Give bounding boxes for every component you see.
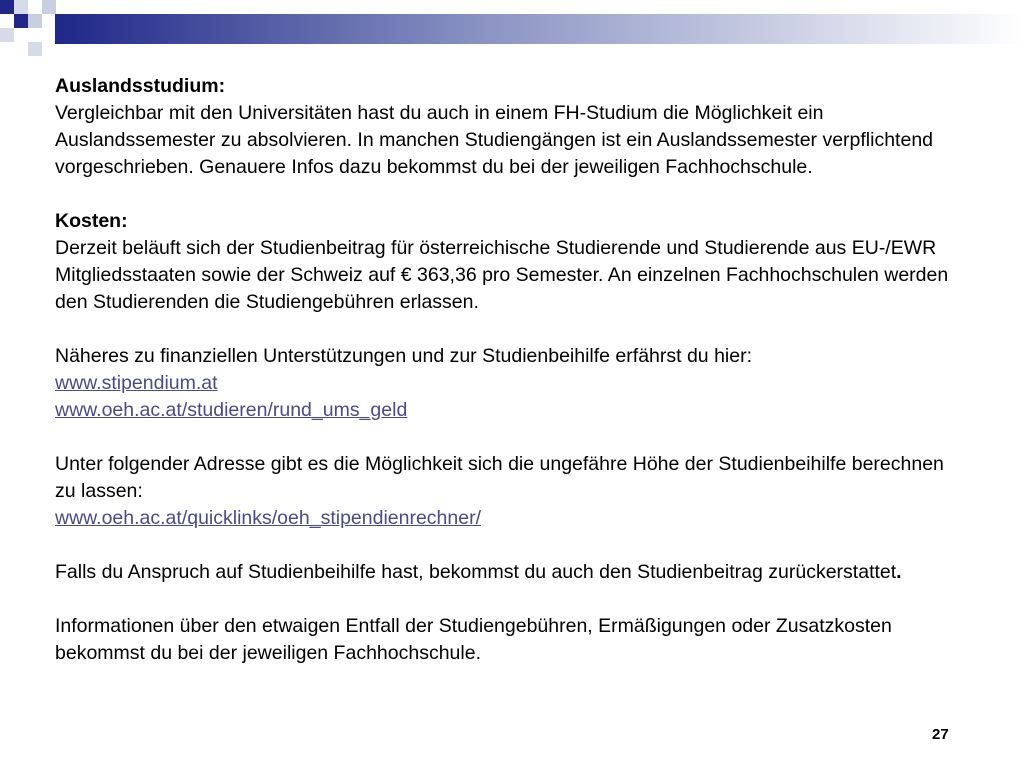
text-auslandsstudium: Vergleichbar mit den Universitäten hast du auch in einem FH-Studium die Möglichkeit ein Auslandssemester zu absolvieren. In manchen Studiengängen ist ein Auslandssemester verpflichtend vorgeschrieben. Genauere Infos dazu bekommst du bei der jeweiligen Fachhochschule.	[55, 102, 934, 178]
link-stipendium[interactable]: www.stipendium.at	[55, 372, 218, 394]
heading-auslandsstudium: Auslandsstudium:	[55, 75, 226, 97]
heading-kosten: Kosten:	[55, 210, 128, 232]
deco-square-light-2	[28, 14, 42, 28]
page-number: 27	[932, 726, 949, 743]
link-stipendienrechner[interactable]: www.oeh.ac.at/quicklinks/oeh_stipendienrechner/	[55, 507, 482, 529]
text-refund-period: .	[896, 561, 902, 583]
text-info: Informationen über den etwaigen Entfall der Studiengebühren, Ermäßigungen oder Zusatzkosten bekommst du bei der jeweiligen Fachhochschule.	[55, 615, 892, 664]
spacer	[55, 316, 960, 343]
link-rund-ums-geld[interactable]: www.oeh.ac.at/studieren/rund_ums_geld	[55, 399, 408, 421]
deco-square-dark-1	[0, 0, 14, 14]
deco-square-light-1	[14, 0, 28, 14]
deco-square-light-5	[28, 42, 42, 56]
spacer	[55, 424, 960, 451]
deco-square-light-3	[42, 0, 56, 14]
spacer	[55, 586, 960, 613]
spacer	[55, 532, 960, 559]
deco-square-dark-2	[14, 14, 28, 28]
deco-square-light-4	[0, 28, 14, 42]
text-calculator: Unter folgender Adresse gibt es die Möglichkeit sich die ungefähre Höhe der Studienbeihilfe berechnen zu lassen:	[55, 453, 944, 502]
header-decoration	[0, 0, 1024, 70]
header-gradient-bar	[55, 14, 1024, 44]
spacer	[55, 181, 960, 208]
slide-content	[55, 73, 960, 667]
text-kosten: Derzeit beläuft sich der Studienbeitrag für österreichische Studierende und Studierende aus EU-/EWR Mitgliedsstaaten sowie der Schweiz auf € 363,36 pro Semester. An einzelnen Fachhochschulen werden den Studierenden die Studiengebühren erlassen.	[55, 237, 949, 313]
text-refund-main: Falls du Anspruch auf Studienbeihilfe hast, bekommst du auch den Studienbeitrag zurückerstattet	[55, 561, 897, 583]
text-financial-support: Näheres zu finanziellen Unterstützungen und zur Studienbeihilfe erfährst du hier:	[55, 345, 753, 367]
text-refund	[55, 559, 960, 586]
